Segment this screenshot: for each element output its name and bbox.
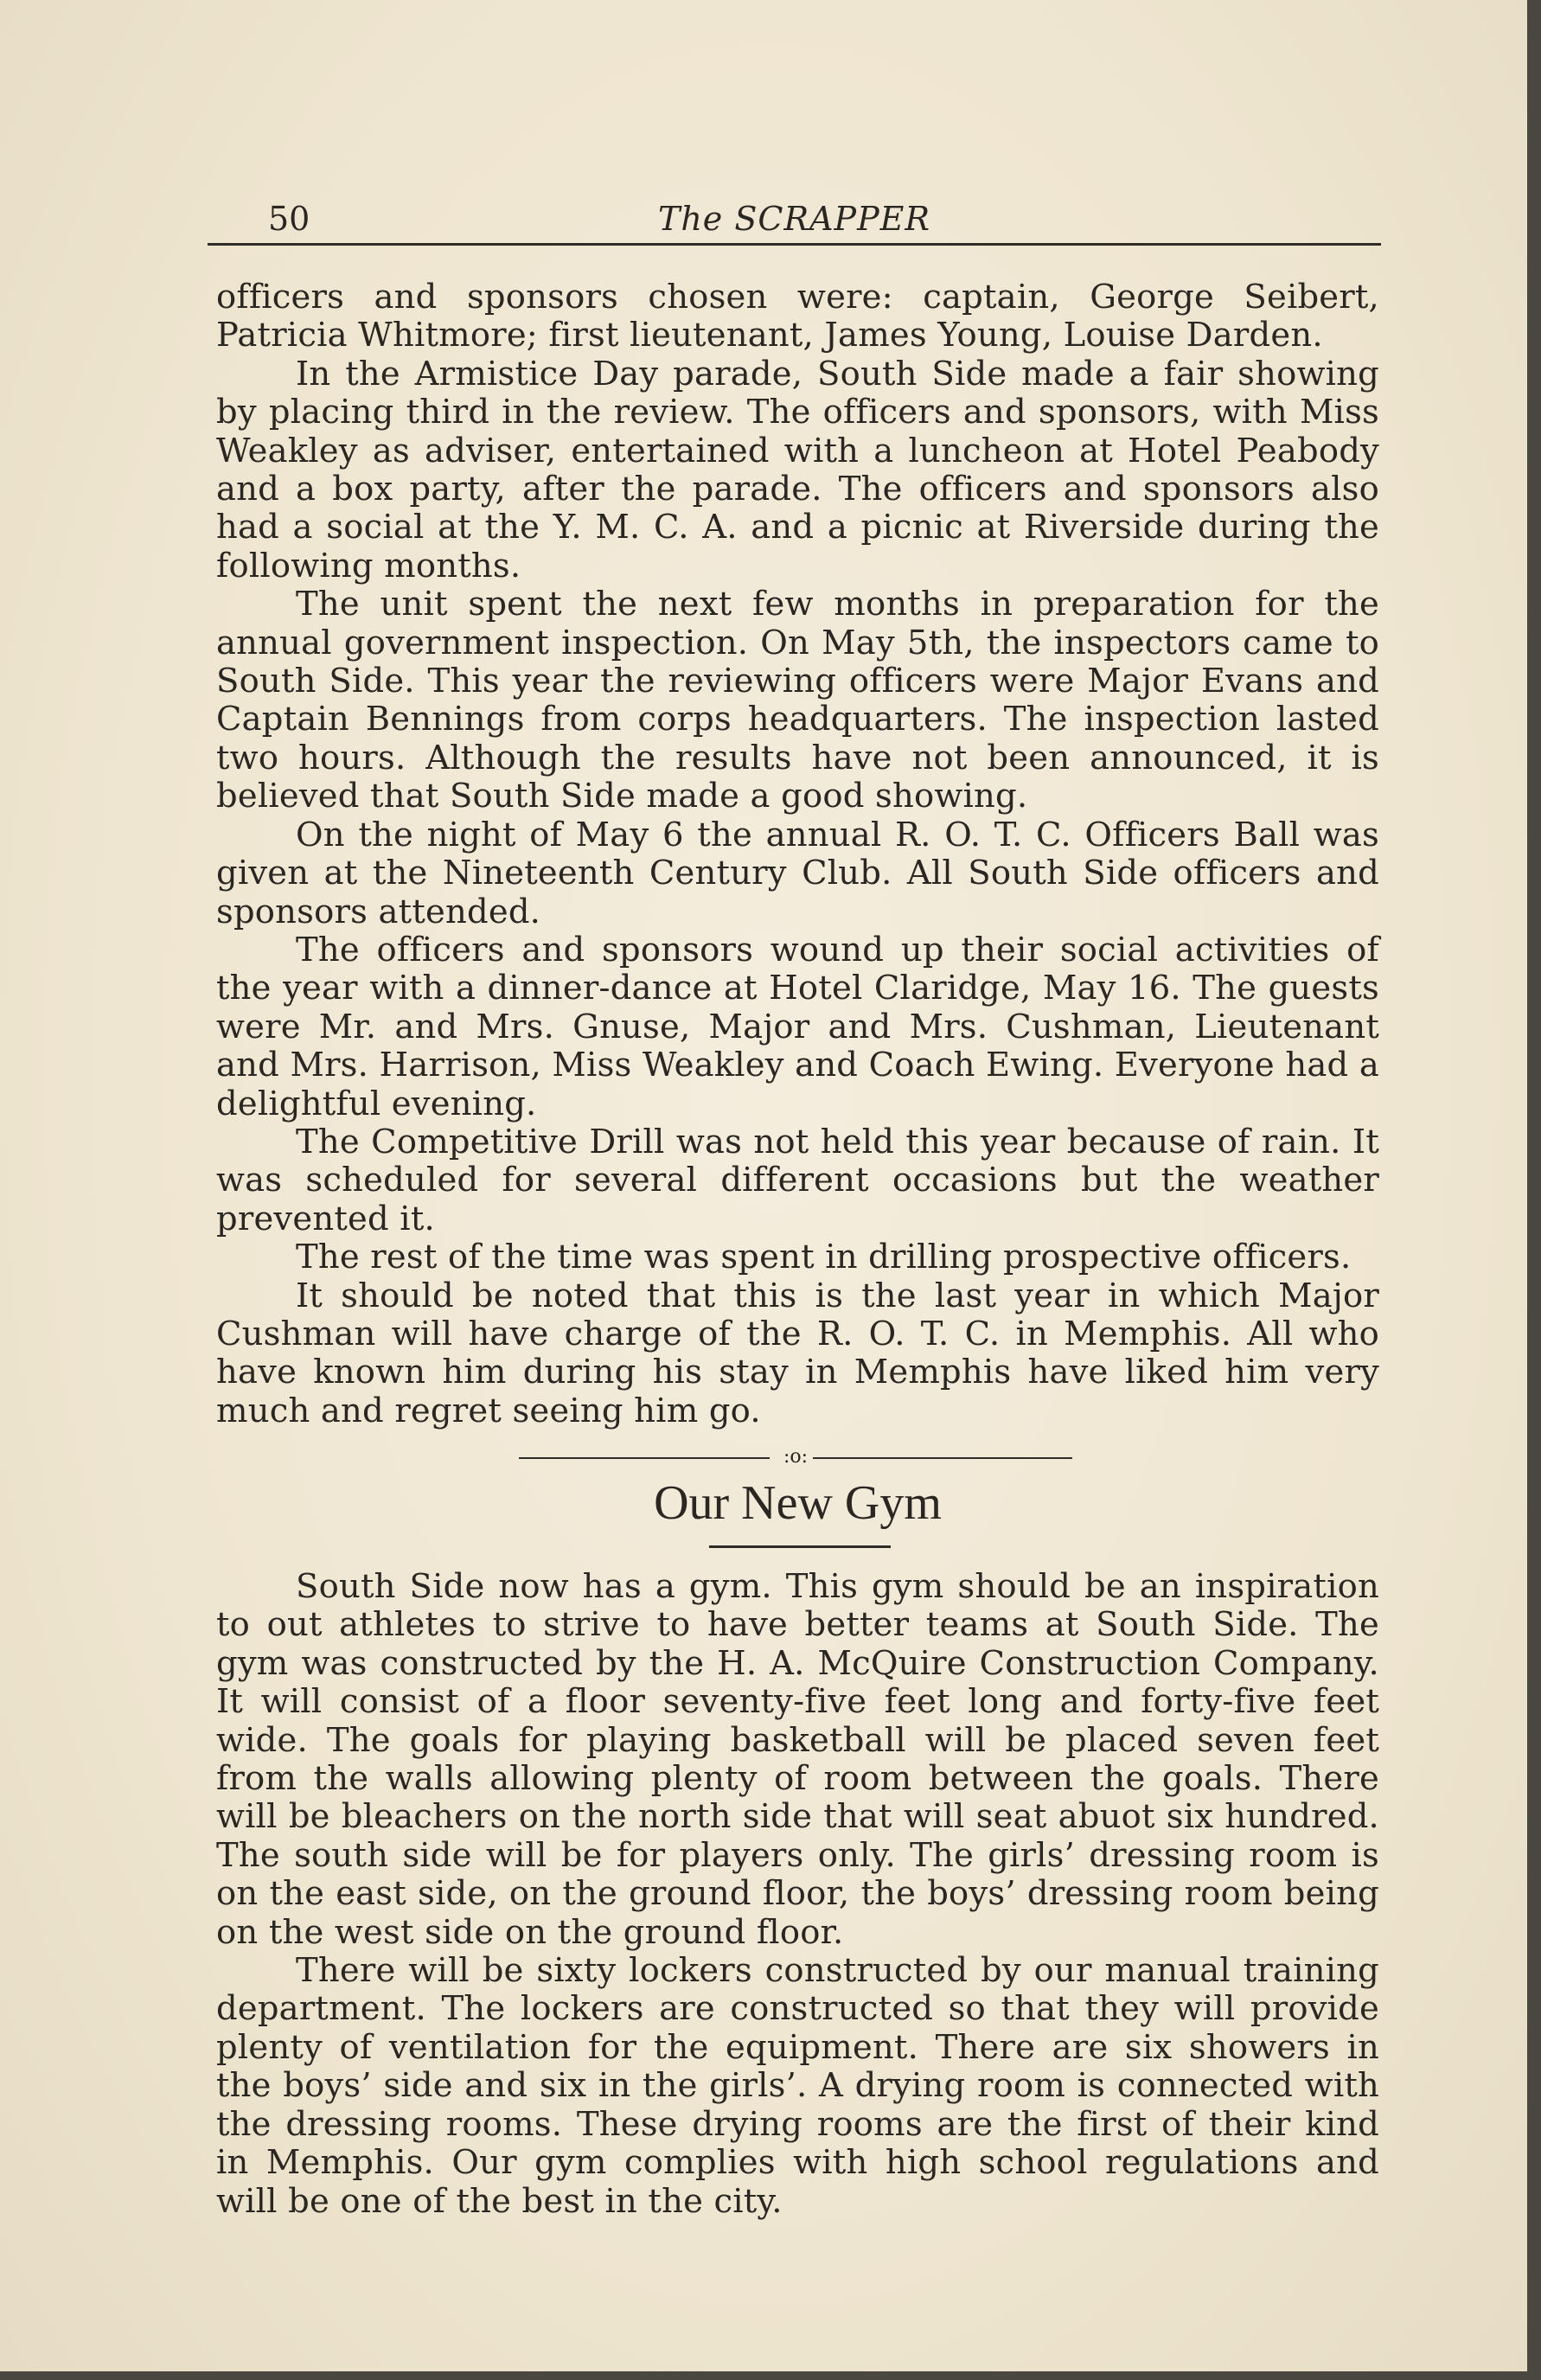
divider-line-left (519, 1457, 770, 1459)
page-number: 50 (268, 200, 310, 238)
title-underline (709, 1545, 891, 1548)
paragraph: In the Armistice Day parade, South Side made a fair showing by placing third in the review. The officers and sponsors, with Miss Weakley as adviser, entertained with a luncheon at Hotel Peabody and a box party, after the parade. The officers and sponsors also had a social at the Y. M. C. A. and a picnic at Riverside during the following months. (216, 354, 1379, 585)
paragraph: It should be noted that this is the last year in which Major Cushman will have charge of the R. O. T. C. in Memphis. All who have known him during his stay in Memphis have liked him very much and regret seeing him go. (216, 1276, 1379, 1430)
paragraph: The unit spent the next few months in preparation for the annual government inspection. On May 5th, the inspectors came to South Side. This year the reviewing officers were Major Evans and Captain Bennings from corps headquarters. The inspection lasted two hours. Although the results have not been announced, it is believed that South Side made a good showing. (216, 585, 1379, 816)
paragraph: The Competitive Drill was not held this year because of rain. It was scheduled for several different occasions but the weather prevented it. (216, 1122, 1379, 1238)
section-title: Our New Gym (654, 1476, 942, 1530)
paragraph: South Side now has a gym. This gym should be an inspiration to out athletes to strive to have better teams at South Side. The gym was constructed by the H. A. McQuire Construction Company. It will consist of a floor seventy-five feet long and forty-five feet wide. The goals for playing basketball will be placed seven feet from the walls allowing plenty of room between the goals. There will be bleachers on the north side that will seat abuot six hundred. The south side will be for players only. The girls’ dressing room is on the east side, on the ground floor, the boys’ dressing room being on the west side on the ground floor. (216, 1567, 1379, 1952)
divider-mark: :o: (783, 1446, 809, 1468)
rotc-article-body (216, 278, 1379, 1430)
paragraph: officers and sponsors chosen were: captain, George Seibert, Patricia Whitmore; first lieutenant, James Young, Louise Darden. (216, 278, 1379, 355)
divider-line-right (813, 1457, 1072, 1459)
page-edge-shadow-bottom (0, 2371, 1541, 2380)
gym-article-body (216, 1568, 1379, 2221)
paragraph: The rest of the time was spent in drilling prospective officers. (296, 1238, 1352, 1277)
page-header (208, 195, 1381, 246)
section-divider (519, 1444, 1072, 1470)
paragraph: The officers and sponsors wound up their social activities of the year with a dinner-dance at Hotel Claridge, May 16. The guests were Mr. and Mrs. Gnuse, Major and Mrs. Cushman, Lieutenant and Mrs. Harrison, Miss Weakley and Coach Ewing. Everyone had a delightful evening. (216, 930, 1379, 1123)
paragraph: On the night of May 6 the annual R. O. T. C. Officers Ball was given at the Nineteenth Century Club. All South Side officers and sponsors attended. (216, 815, 1379, 931)
running-title: The SCRAPPER (657, 200, 931, 238)
paragraph: There will be sixty lockers constructed by our manual training department. The lockers are constructed so that they will provide plenty of ventilation for the equipment. There are six showers in the boys’ side and six in the girls’. A drying room is connected with the dressing rooms. These drying rooms are the first of their kind in Memphis. Our gym complies with high school regulations and will be one of the best in the city. (216, 1951, 1379, 2221)
page-edge-shadow-right (1527, 0, 1541, 2380)
